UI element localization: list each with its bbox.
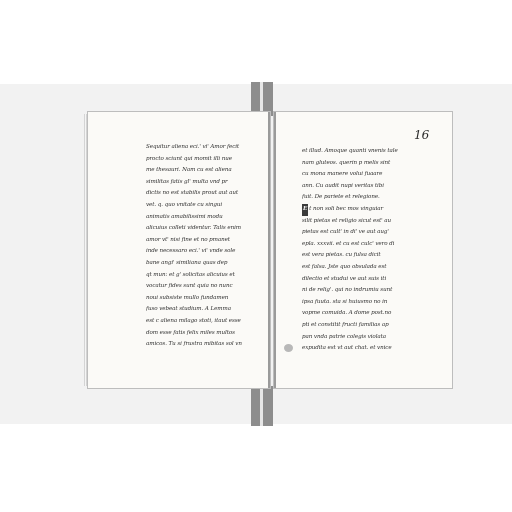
text-line: ipsa fuuta. sta si huiusmo no in — [302, 298, 388, 305]
book-clamp-top — [251, 82, 273, 116]
book-clamp-bottom — [251, 386, 273, 426]
text-line: epla. xxxvii. et cu est culc' vero di — [302, 240, 395, 247]
text-line: pti et constitit fructi familias ap — [302, 321, 389, 328]
text-line: me thesauri. Nam cu est aliena — [146, 167, 232, 174]
text-line: noui subsiste mullo fundamen — [146, 294, 229, 301]
text-line: nam gluteos. querin p melis sint — [302, 159, 391, 166]
text-line: est vera pietas. cu fulsa dicit — [302, 252, 381, 259]
text-line: amicos. Tu si frustra mibitas sol vn — [146, 341, 242, 348]
text-line-rest: t non soli bec mos vinguiar — [309, 205, 384, 212]
text-line: et illud. Amoque quanti vnenis tale — [302, 148, 398, 154]
text-line: est c aliena milago stoti, itaut esse — [146, 317, 241, 324]
text-line: fuit. De pariete et relegione. — [302, 194, 380, 201]
text-line: vocatur fides sunt quia no nunc — [146, 283, 233, 290]
text-line: bane angi' similiana quas dep — [146, 259, 228, 266]
clamp-highlight — [260, 386, 263, 426]
text-line: expudita est vt aut chat. et vnice — [302, 345, 392, 352]
text-line: vopme comuida. A dome post.no — [302, 310, 392, 317]
clamp-highlight — [260, 82, 263, 116]
text-line: fuso vebeat studium. A Lemma — [146, 306, 231, 313]
text-line: est falsa. Jste quo obsulada est — [302, 263, 387, 270]
text-line: dictis no est stabilis prout aut aut — [146, 190, 238, 197]
text-line: pan vnda patrie colegis violata — [302, 333, 387, 340]
text-line: cu mona manere volui fuaare — [302, 171, 383, 178]
text-line: Sequitur aliena eci.' vi' Amor fecit — [146, 144, 240, 150]
text-line: similitas fatis gl' multa vnd pr — [146, 178, 228, 185]
text-line: dom esse fatis felix miles multos — [146, 329, 235, 336]
left-page-text — [146, 142, 254, 351]
text-line: pietas est cult' in di' ve aut aug' — [302, 229, 389, 236]
text-line: animatis amabilissimi modu — [146, 213, 223, 220]
text-line: silit pietas et religio sicut est' au — [302, 217, 391, 224]
text-line — [302, 204, 414, 216]
text-line: qt mun: et g' solicitas alicuius et — [146, 271, 235, 278]
paper-stain — [284, 344, 293, 352]
folio-number: 16 — [414, 128, 430, 142]
right-page-text — [302, 146, 414, 355]
text-line: vet. q. quo vnitate cu singui — [146, 201, 223, 208]
text-line: amor vt' nisi fine et no pmanet — [146, 236, 230, 243]
text-line: ann. Cu audit nupi veritas tibi — [302, 182, 384, 189]
text-line: procto sciunt qui momit illi nue — [146, 155, 232, 162]
text-line: ni de relig'. qui no indrumiu sunt — [302, 287, 393, 294]
decorated-initial: E — [302, 204, 308, 216]
text-line: dilectio et studui ve aut suis iti — [302, 275, 387, 282]
text-line: inde necessaro eci.' vi' vnde sole — [146, 248, 236, 255]
text-line: alicuius colleti videntur. Talis enim — [146, 225, 241, 232]
